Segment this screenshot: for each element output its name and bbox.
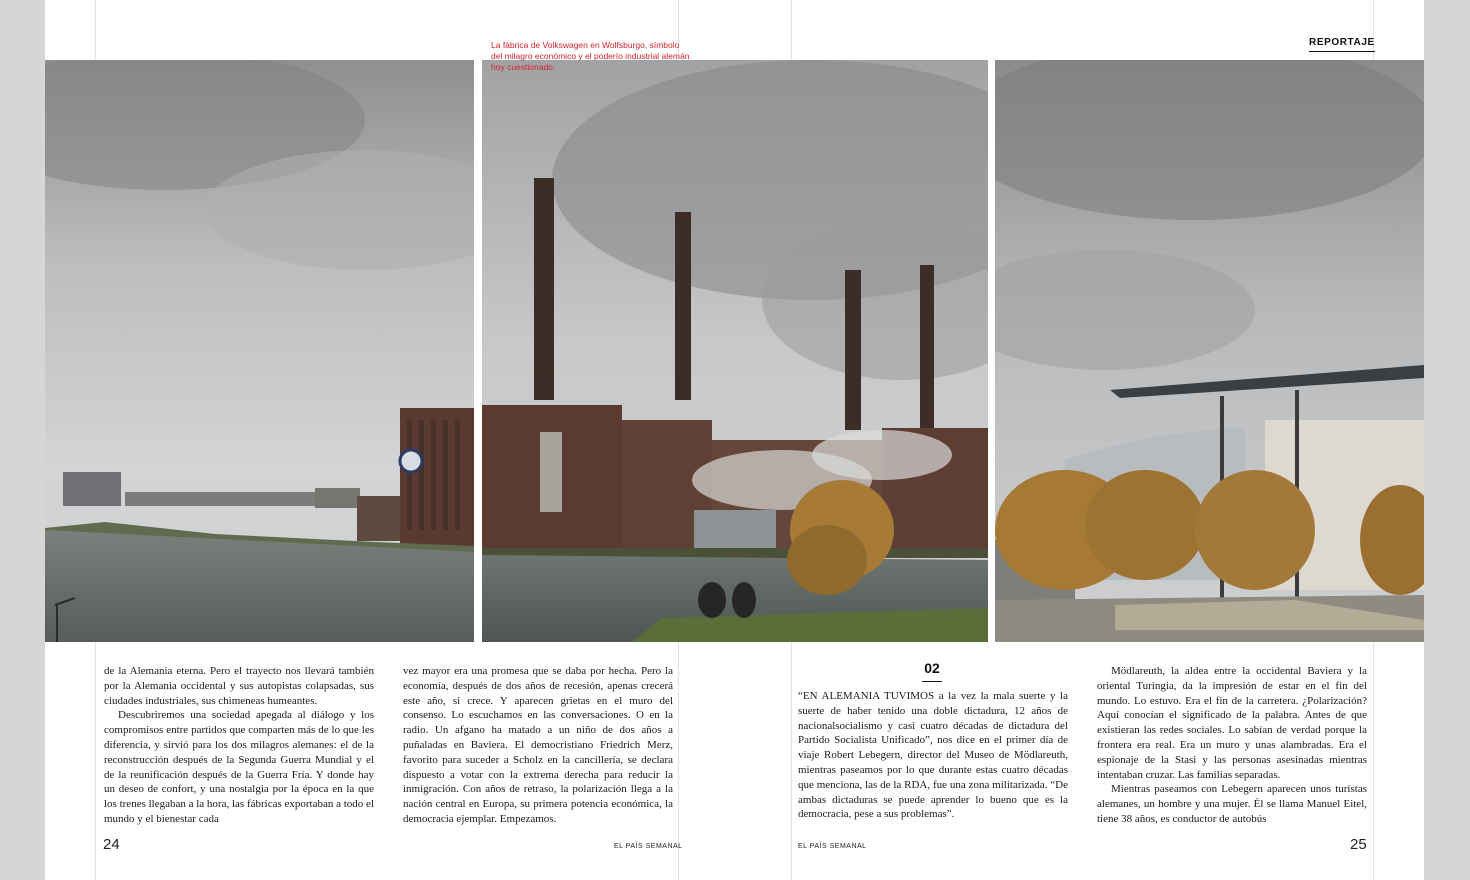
page-number-left: 24	[103, 836, 120, 853]
photo-panel-autostadt	[995, 60, 1424, 642]
photo-caption: La fábrica de Volkswagen en Wolfsburgo, símbolo del milagro económico y el poderío industrial alemán hoy cuestionado.	[491, 40, 690, 72]
section-label: REPORTAJE	[1309, 37, 1375, 52]
text-column-left-2	[403, 664, 673, 827]
text-column-left-1	[104, 664, 374, 827]
paragraph: Mientras paseamos con Lebegern aparecen unos turistas alemanes, un hombre y una mujer. Él se llama Manuel Eitel, tiene 38 años, es conductor de autobús	[1097, 783, 1367, 825]
page-number-right: 25	[1350, 836, 1367, 853]
photo-panel-canal	[45, 60, 474, 642]
paragraph: vez mayor era una promesa que se daba por hecha. Pero la economía, después de dos años de recesión, apenas crecerá este año, si crece. Y aparecen grietas en el muro del consenso. Lo escuchamos en las conversaciones. O en la radio. Un afgano ha matado a un niño de dos años a puñaladas en Baviera. El democristiano Friedrich Merz, favorito para suceder a Scholz en la cancillería, se declara dispuesto a votar con la extrema derecha para reducir la inmigración. Con años de retraso, la polarización llega a la nación central en Europa, su primera potencia económica, la democracia ejemplar. Empezamos.	[403, 665, 673, 825]
paragraph: Descubriremos una sociedad apegada al diálogo y los compromisos entre partidos que comparten más de lo que les diferencia, y sirvió para los dos milagros alemanes: el de la reconstrucción después de la Segunda Guerra Mundial y el de la reunificación después de la Guerra Fría. Y donde hay un deseo de confort, y una nostalgia por la época en la que los trenes llegaban a la hora, las fábricas exportaban a todo el mundo y el bienestar cada	[104, 709, 374, 825]
text-column-right-1	[798, 689, 1068, 822]
paragraph: “EN ALEMANIA TUVIMOS a la vez la mala suerte y la suerte de haber tenido una doble dictadura, 12 años de nacionalsocialismo y casi cuatro décadas de dictadura del Partido Socialista Unificado”, nos dice en el primer día de viaje Robert Lebegern, director del Museo de Mödlareuth, mientras paseamos por lo que durante estas cuatro décadas que menciona, las de la RDA, fue una zona militarizada. “De ambas dictaduras se puede aprender lo bueno que es la democracia, pese a sus problemas”.	[798, 690, 1068, 821]
section-rule	[922, 681, 942, 682]
section-number: 02	[924, 660, 940, 676]
text-column-right-2	[1097, 664, 1367, 827]
magazine-name-left: EL PAÍS SEMANAL	[614, 843, 683, 850]
paragraph: de la Alemania eterna. Pero el trayecto nos llevará también por la Alemania occidental y sus autopistas colapsadas, sus ciudades industriales, sus chimeneas humeantes.	[104, 665, 374, 707]
photo-panel-factory	[482, 60, 988, 642]
magazine-name-right: EL PAÍS SEMANAL	[798, 843, 867, 850]
paragraph: Mödlareuth, la aldea entre la occidental Baviera y la oriental Turingia, da la impresión de estar en el fin del mundo. Lo estuvo. Era el fin de la carretera. ¿Polarización? Aquí conocían el significado de la palabra. Antes de que existieran las redes sociales. Lo sabían de verdad porque la frontera era real. Era un muro y unas alambradas. Era el espionaje de la Stasi y las personas asesinadas mientras intentaban cruzar. Las familias separadas.	[1097, 665, 1367, 781]
